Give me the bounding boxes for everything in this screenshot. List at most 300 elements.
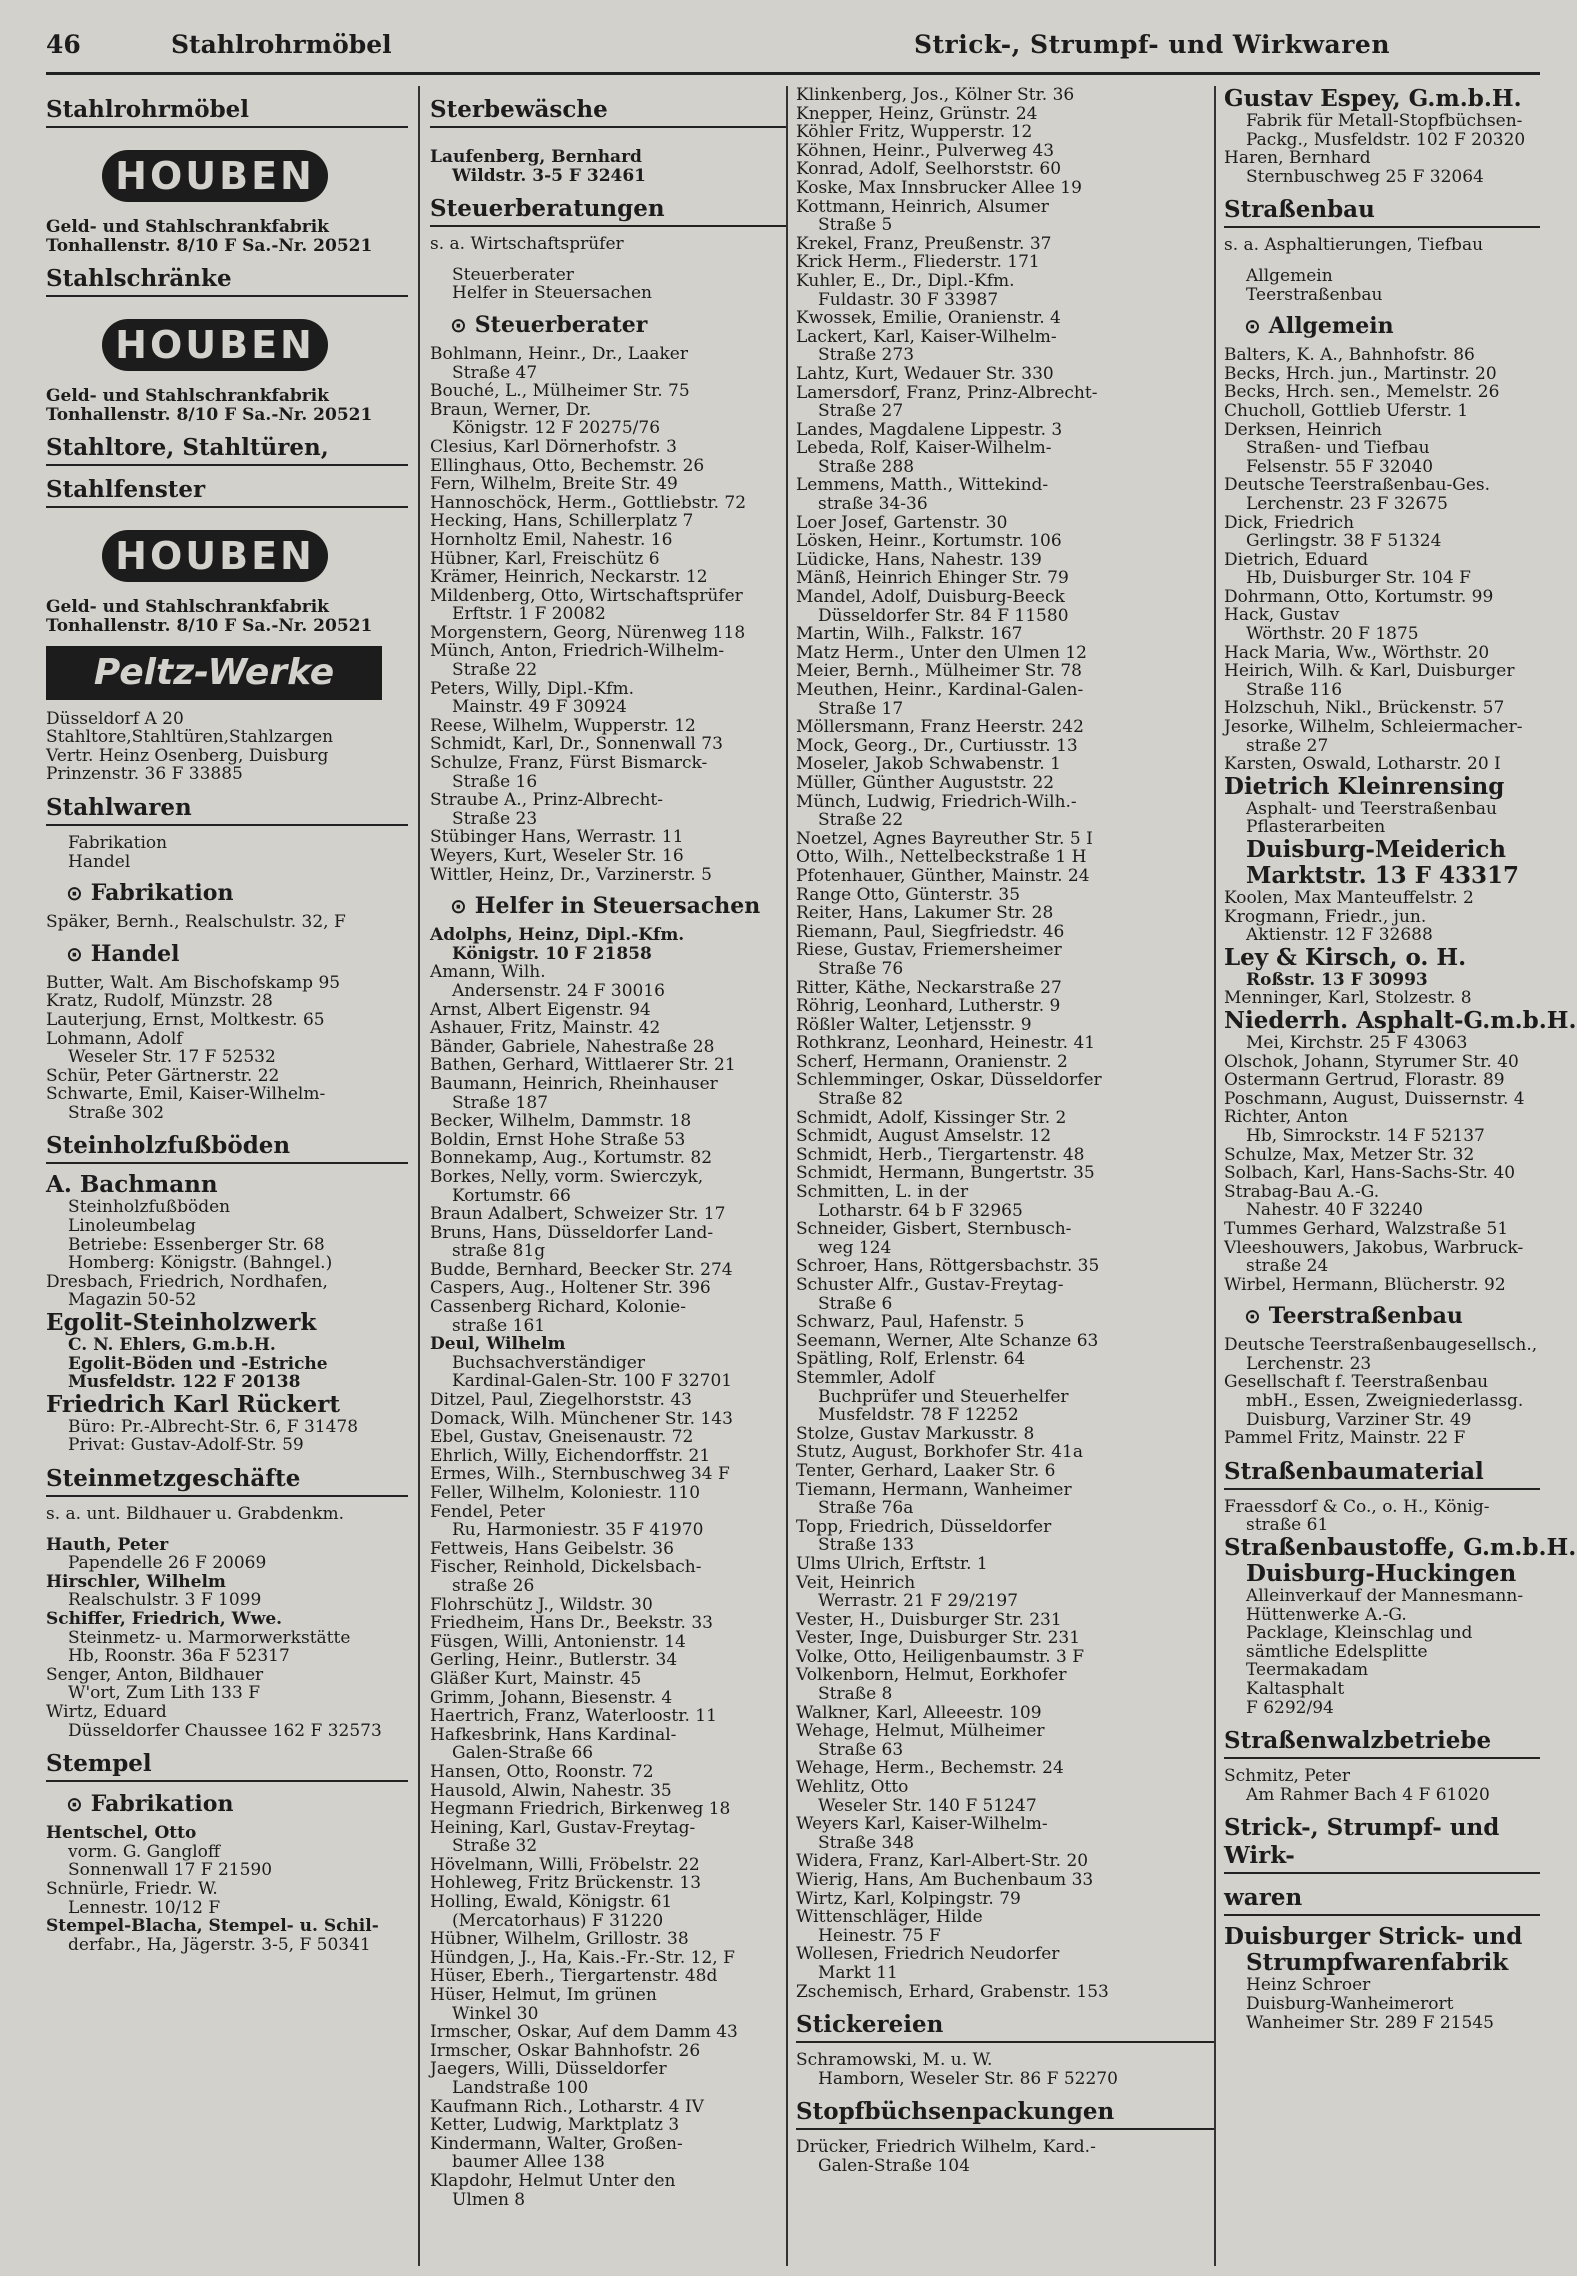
directory-entry-line: Arnst, Albert Eigenstr. 94 [430,999,651,1020]
directory-entry-line: Spätling, Rolf, Erlenstr. 64 [796,1349,1026,1370]
directory-entry-line: Füsgen, Willi, Antonienstr. 14 [430,1631,686,1652]
houben-logo: HOUBEN [102,150,328,202]
directory-entry-line: Stolze, Gustav Markusstr. 8 [796,1423,1035,1444]
directory-entry-line: Dick, Friedrich [1224,512,1355,533]
directory-entry-line: Straße 8 [818,1684,893,1705]
subsection-label: Fabrikation [90,1791,234,1818]
directory-entry-line: Sternbuschweg 25 F 32064 [1246,166,1484,187]
directory-entry-line: Moseler, Jakob Schwabenstr. 1 [796,754,1061,775]
directory-entry-line: Bouché, L., Mülheimer Str. 75 [430,381,690,402]
directory-entry-line: Stübinger Hans, Werrastr. 11 [430,827,684,848]
directory-entry-line: Dohrmann, Otto, Kortumstr. 99 [1224,586,1494,607]
directory-entry-line: Straßen- und Tiefbau [1246,438,1430,459]
directory-entry-line: Scherf, Hermann, Oranienstr. 2 [796,1051,1068,1072]
directory-entry-line: straße 27 [1246,735,1329,756]
directory-entry-line: Duisburg-Huckingen [1246,1560,1517,1588]
directory-entry-line: Buchsachverständiger [452,1352,646,1373]
directory-entry-line: Butter, Walt. Am Bischofskamp 95 [46,972,341,993]
directory-entry-line: Koolen, Max Manteuffelstr. 2 [1224,888,1474,908]
directory-entry-line: Späker, Bernh., Realschulstr. 32, F [46,912,346,933]
directory-entry-line: Senger, Anton, Bildhauer [46,1664,264,1685]
directory-entry-line: Lauterjung, Ernst, Moltkestr. 65 [46,1009,325,1030]
directory-entry-line: Heirich, Wilh. & Karl, Duisburger [1224,661,1515,682]
directory-entry-line: Grimm, Johann, Biesenstr. 4 [430,1687,673,1708]
directory-entry-line: Hüser, Eberh., Tiergartenstr. 48d [430,1966,718,1987]
directory-entry-line: Otto, Wilh., Nettelbeckstraße 1 H [796,847,1087,868]
directory-entry-line: Topp, Friedrich, Düsseldorfer [796,1516,1052,1537]
directory-entry-line: Schneider, Gisbert, Sternbusch- [796,1219,1072,1240]
directory-entry-line: Kindermann, Walter, Großen- [430,2133,683,2154]
directory-entry-line: Schlemminger, Oskar, Düsseldorfer [796,1070,1102,1091]
directory-entry-line: Wildstr. 3-5 F 32461 [452,165,647,186]
directory-entry-line: Ehrlich, Willy, Eichendorffstr. 21 [430,1445,711,1466]
directory-entry-line: Straße 302 [68,1102,165,1123]
directory-entry-line: Derksen, Heinrich [1224,419,1382,440]
subsection-label: Allgemein [1268,313,1394,340]
bullet-icon: ⊙ [66,941,83,966]
directory-entry-line: Drücker, Friedrich Wilhelm, Kard.- [796,2137,1096,2158]
directory-entry-line: Müller, Günther Auguststr. 22 [796,772,1055,793]
directory-entry-line: Straße 273 [818,345,915,366]
directory-entry-line: Wanheimer Str. 289 F 21545 [1246,2012,1494,2033]
directory-entry-line: Stemmler, Adolf [796,1367,935,1388]
directory-entry-line: Straße 76a [818,1498,914,1519]
directory-entry-line: Straße 22 [818,810,904,831]
directory-entry-line: (Mercatorhaus) F 31220 [452,1910,664,1931]
section-heading: Steinmetzgeschäfte [46,1465,408,1497]
directory-entry-line: Mildenberg, Otto, Wirtschaftsprüfer [430,585,743,606]
directory-entry-line: Münch, Ludwig, Friedrich-Wilh.- [796,791,1077,812]
directory-entry-line: Egolit-Steinholzwerk [46,1309,317,1337]
directory-entry-line: Wittenschläger, Hilde [796,1907,983,1928]
directory-entry-line: Hübner, Wilhelm, Grillostr. 38 [430,1929,689,1950]
left-running-title: Stahlrohrmöbel [171,30,392,59]
directory-entry-line: Balters, K. A., Bahnhofstr. 86 [1224,345,1475,366]
directory-entry-line: Magazin 50-52 [68,1290,197,1311]
directory-entry-line: Privat: Gustav-Adolf-Str. 59 [68,1435,304,1456]
subsection-label: Steuerberater [474,311,648,338]
directory-entry-line: Solbach, Karl, Hans-Sachs-Str. 40 [1224,1163,1516,1184]
directory-entry-line: Königstr. 10 F 21858 [452,943,652,964]
directory-entry-line: Pflasterarbeiten [1246,817,1386,838]
directory-entry-line: Erftstr. 1 F 20082 [452,604,606,625]
directory-entry-line: Lahtz, Kurt, Wedauer Str. 330 [796,363,1054,384]
directory-entry-line: Landes, Magdalene Lippestr. 3 [796,419,1063,440]
subsection-label: Helfer in Steuersachen [474,893,761,920]
directory-entry-line: Riese, Gustav, Friemersheimer [796,940,1062,961]
directory-entry-line: Stempel-Blacha, Stempel- u. Schil- [46,1916,379,1937]
directory-entry-line: Kardinal-Galen-Str. 100 F 32701 [452,1371,733,1392]
directory-entry-line: Gerlingstr. 38 F 51324 [1246,531,1442,552]
directory-entry-line: Papendelle 26 F 20069 [68,1553,267,1574]
directory-entry-line: Duisburg-Wanheimerort [1246,1993,1454,2014]
subsection-label: Teerstraßenbau [1268,1303,1463,1330]
directory-entry-line: Lennestr. 10/12 F [68,1897,221,1918]
directory-entry-line: Tonhallenstr. 8/10 F Sa.-Nr. 20521 [46,615,373,636]
directory-entry-line: Allgemein [1246,265,1333,286]
directory-entry-line: Nahestr. 40 F 32240 [1246,1200,1423,1221]
directory-entry-line: Kottmann, Heinrich, Alsumer [796,196,1049,217]
directory-entry-line: Andersenstr. 24 F 30016 [452,980,665,1001]
directory-entry-line: Feller, Wilhelm, Koloniestr. 110 [430,1483,701,1503]
subsection-heading [1244,1302,1540,1330]
directory-entry-line: Büro: Pr.-Albrecht-Str. 6, F 31478 [68,1416,359,1437]
directory-entry-line: Becks, Hrch. sen., Memelstr. 26 [1224,382,1500,403]
directory-entry-line: Strumpfwarenfabrik [1246,1949,1509,1977]
directory-entry-line: Kortumstr. 66 [452,1185,571,1206]
spacer [430,254,786,266]
directory-entry-line: Straße 32 [452,1836,538,1857]
directory-entry-line: Mainstr. 49 F 30924 [452,697,627,718]
directory-entry-line: Lebeda, Rolf, Kaiser-Wilhelm- [796,438,1052,459]
directory-entry-line: Dietrich Kleinrensing [1224,772,1505,800]
section-heading: Stahlrohrmöbel [46,96,408,128]
directory-entry-line: Matz Herm., Unter den Ulmen 12 [796,642,1088,663]
directory-entry-line: Fern, Wilhelm, Breite Str. 49 [430,474,678,495]
directory-entry-line: Walkner, Karl, Alleeestr. 109 [796,1702,1042,1723]
column-3 [786,86,1214,2266]
directory-entry-line: Gläßer Kurt, Mainstr. 45 [430,1668,642,1689]
directory-entry-line: straße 81g [452,1241,546,1262]
directory-entry-line: Hirschler, Wilhelm [46,1571,226,1592]
directory-entry-line: Marktstr. 13 F 43317 [1246,862,1520,889]
directory-entry-line: Tonhallenstr. 8/10 F Sa.-Nr. 20521 [46,235,373,256]
directory-entry-line: Wollesen, Friedrich Neudorfer [796,1944,1060,1965]
section-heading: Straßenbaumaterial [1224,1458,1540,1490]
directory-entry-line: Dresbach, Friedrich, Nordhafen, [46,1271,328,1292]
directory-entry-line: Schmitten, L. in der [796,1182,969,1203]
directory-entry-line: Steinholzfußböden [68,1197,231,1218]
directory-entry-line: Ulmen 8 [452,2189,526,2210]
column-2 [418,86,786,2266]
directory-entry-line: Packlage, Kleinschlag und [1246,1623,1473,1644]
directory-entry-line: Kaufmann Rich., Lotharstr. 4 IV [430,2096,704,2117]
directory-entry-line: Hamborn, Weseler Str. 86 F 52270 [818,2068,1118,2089]
directory-entry-line: Buchprüfer und Steuerhelfer [818,1386,1069,1407]
directory-entry-line: Richter, Anton [1224,1107,1348,1128]
subsection-label: Handel [90,940,180,967]
directory-entry-line: Hentschel, Otto [46,1823,197,1844]
houben-logo: HOUBEN [102,530,328,582]
directory-entry-line: Weseler Str. 140 F 51247 [818,1795,1037,1816]
directory-entry-line: Schnürle, Friedr. W. [46,1878,218,1899]
right-running-title: Strick-, Strumpf- und Wirkwaren [913,30,1390,59]
directory-entry-line: Hohleweg, Fritz Brückenstr. 13 [430,1873,702,1894]
directory-entry-line: baumer Allee 138 [452,2152,605,2173]
subsection-heading [1244,312,1540,340]
directory-entry-line: Straße 27 [818,401,904,422]
directory-entry-line: Felsenstr. 55 F 32040 [1246,456,1434,477]
directory-entry-line: Hündgen, J., Ha, Kais.-Fr.-Str. 12, F [430,1947,735,1968]
directory-entry-line: Lerchenstr. 23 [1246,1353,1372,1374]
directory-entry-line: Konrad, Adolf, Seelhorststr. 60 [796,159,1062,180]
directory-entry-line: Bathen, Gerhard, Wittlaerer Str. 21 [430,1055,736,1076]
directory-entry-line: Baumann, Heinrich, Rheinhauser [430,1073,718,1094]
directory-entry-line: Königstr. 12 F 20275/76 [452,418,661,439]
directory-entry-line: Wehage, Helmut, Mülheimer [796,1721,1045,1742]
directory-entry-line: Schwarte, Emil, Kaiser-Wilhelm- [46,1084,326,1105]
directory-entry-line: Karsten, Oswald, Lotharstr. 20 I [1224,754,1501,775]
directory-entry-line: Widera, Franz, Karl-Albert-Str. 20 [796,1851,1089,1872]
directory-entry-line: Range Otto, Günterstr. 35 [796,884,1021,905]
directory-entry-line: Tummes Gerhard, Walzstraße 51 [1224,1218,1509,1239]
directory-entry-line: vorm. G. Gangloff [68,1841,220,1862]
directory-entry-line: Hb, Duisburger Str. 104 F [1246,568,1471,589]
directory-entry-line: Hb, Roonstr. 36a F 52317 [68,1646,290,1667]
directory-entry-line: Schuster Alfr., Gustav-Freytag- [796,1275,1064,1295]
directory-entry-line: Wirbel, Hermann, Blücherstr. 92 [1224,1274,1506,1295]
directory-entry-line: weg 124 [818,1237,892,1258]
directory-entry-line: Ashauer, Fritz, Mainstr. 42 [430,1018,661,1039]
directory-entry-line: Tonhallenstr. 8/10 F Sa.-Nr. 20521 [46,404,373,425]
subsection-heading [66,879,408,907]
directory-entry-line: Jesorke, Wilhelm, Schleiermacher- [1224,717,1523,738]
directory-entry-line: Straße 6 [818,1293,893,1314]
directory-entry-line: s. a. unt. Bildhauer u. Grabdenkm. [46,1504,345,1524]
directory-entry-line: Reese, Wilhelm, Wupperstr. 12 [430,715,696,736]
directory-entry-line: Becker, Wilhelm, Dammstr. 18 [430,1111,692,1132]
directory-entry-line: Münch, Anton, Friedrich-Wilhelm- [430,641,725,662]
directory-entry-line: Tiemann, Hermann, Wanheimer [796,1479,1072,1500]
directory-entry-line: Noetzel, Agnes Bayreuther Str. 5 I [796,828,1093,849]
directory-entry-line: Fischer, Reinhold, Dickelsbach- [430,1557,702,1578]
directory-entry-line: Braun, Werner, Dr. [430,399,592,420]
bullet-icon: ⊙ [66,881,83,906]
directory-entry-line: Wehlitz, Otto [796,1777,909,1798]
directory-entry-line: Wirtz, Karl, Kolpingstr. 79 [796,1888,1021,1909]
directory-entry-line: Duisburg-Meiderich [1246,836,1507,863]
directory-entry-line: Düsseldorf A 20 [46,708,184,729]
directory-entry-line: sämtliche Edelsplitte [1246,1641,1428,1662]
directory-entry-line: Schroer, Hans, Röttgersbachstr. 35 [796,1256,1100,1277]
section-heading: Steinholzfußböden [46,1132,408,1164]
directory-entry-line: Geld- und Stahlschrankfabrik [46,597,329,618]
directory-entry-line: Homberg: Königstr. (Bahngel.) [68,1253,333,1274]
directory-entry-line: Packg., Musfeldstr. 102 F 20320 [1246,129,1526,150]
directory-entry-line: Lohmann, Adolf [46,1028,183,1049]
directory-entry-line: Werrastr. 21 F 29/2197 [818,1591,1019,1612]
directory-entry-line: Wirtz, Eduard [46,1701,167,1722]
directory-entry-line: Straße 5 [818,215,893,236]
section-heading: Straßenbau [1224,196,1540,228]
directory-entry-line: Deul, Wilhelm [430,1334,566,1355]
directory-entry-line: Klinkenberg, Jos., Kölner Str. 36 [796,85,1075,105]
directory-entry-line: Winkel 30 [452,2003,539,2024]
directory-entry-line: Zschemisch, Erhard, Grabenstr. 153 [796,1981,1109,2002]
directory-entry-line: Gerling, Heinr., Butlerstr. 34 [430,1650,678,1671]
directory-entry-line: Gesellschaft f. Teerstraßenbau [1224,1372,1489,1393]
directory-entry-line: Hecking, Hans, Schillerplatz 7 [430,511,694,532]
directory-entry-line: Mandel, Adolf, Duisburg-Beeck [796,587,1065,608]
directory-entry-line: Hövelmann, Willi, Fröbelstr. 22 [430,1854,700,1875]
directory-entry-line: Budde, Bernhard, Beecker Str. 274 [430,1259,733,1280]
directory-entry-line: Straße 116 [1246,679,1343,700]
directory-entry-line: F 6292/94 [1246,1697,1334,1718]
directory-entry-line: Mock, Georg., Dr., Curtiusstr. 13 [796,735,1078,756]
directory-entry-line: Ketter, Ludwig, Marktplatz 3 [430,2115,680,2136]
spacer [46,1524,408,1536]
directory-entry-line: W'ort, Zum Lith 133 F [68,1683,260,1704]
directory-entry-line: Straße 348 [818,1832,915,1853]
directory-entry-line: Dietrich, Eduard [1224,549,1369,570]
directory-entry-line: Kuhler, E., Dr., Dipl.-Kfm. [796,270,1015,291]
directory-entry-line: straße 24 [1246,1256,1329,1277]
directory-entry-line: Duisburg, Varziner Str. 49 [1246,1409,1472,1430]
directory-entry-line: Asphalt- und Teerstraßenbau [1246,798,1497,819]
directory-entry-line: Knepper, Heinz, Grünstr. 24 [796,103,1038,124]
subsection-heading [450,311,786,339]
peltz-werke-logo: Peltz-Werke [46,646,382,700]
directory-entry-line: Wehage, Herm., Bechemstr. 24 [796,1758,1064,1779]
directory-entry-line: Köhnen, Heinr., Pulverweg 43 [796,140,1055,161]
directory-entry-line: Teerstraßenbau [1246,284,1383,305]
section-heading: waren [1224,1884,1540,1916]
directory-entry-line: Straße 133 [818,1535,915,1556]
directory-entry-line: Schiffer, Friedrich, Wwe. [46,1608,283,1629]
directory-entry-line: Jaegers, Willi, Düsseldorfer [430,2059,667,2080]
directory-entry-line: Heining, Karl, Gustav-Freytag- [430,1817,696,1838]
directory-entry-line: Laufenberg, Bernhard [430,147,642,167]
directory-entry-line: Straube A., Prinz-Albrecht- [430,790,664,811]
directory-entry-line: Duisburger Strick- und [1224,1923,1523,1951]
directory-entry-line: Hausold, Alwin, Nahestr. 35 [430,1780,672,1801]
directory-entry-line: s. a. Wirtschaftsprüfer [430,234,624,255]
directory-entry-line: Prinzenstr. 36 F 33885 [46,764,243,785]
directory-entry-line: Borkes, Nelly, vorm. Swierczyk, [430,1166,704,1187]
bullet-icon: ⊙ [450,312,467,337]
directory-entry-line: Meier, Bernh., Mülheimer Str. 78 [796,661,1082,682]
directory-entry-line: Musfeldstr. 78 F 12252 [818,1405,1019,1426]
section-heading: Stahlwaren [46,794,408,826]
directory-entry-line: straße 26 [452,1575,535,1596]
subsection-heading [450,892,786,920]
directory-entry-line: Ermes, Wilh., Sternbuschweg 34 F [430,1464,730,1485]
directory-entry-line: Lerchenstr. 23 F 32675 [1246,493,1448,514]
subsection-label: Fabrikation [90,880,234,907]
directory-entry-line: Lüdicke, Hans, Nahestr. 139 [796,549,1042,570]
directory-entry-line: Clesius, Karl Dörnerhofstr. 3 [430,436,677,457]
page-number: 46 [46,30,81,59]
section-heading: Sterbewäsche [430,96,786,128]
directory-entry-line: Haren, Bernhard [1224,148,1371,169]
directory-entry-line: Teermakadam [1246,1660,1369,1681]
directory-entry-line: Lotharstr. 64 b F 32965 [818,1200,1023,1221]
directory-entry-line: Straße 47 [452,362,538,383]
directory-entry-line: Fuldastr. 30 F 33987 [818,289,999,310]
directory-entry-line: Geld- und Stahlschrankfabrik [46,217,329,237]
directory-entry-line: Cassenberg Richard, Kolonie- [430,1297,686,1318]
directory-entry-line: Heinestr. 75 F [818,1925,941,1946]
directory-entry-line: Straße 22 [452,660,538,681]
directory-entry-line: Weyers Karl, Kaiser-Wilhelm- [796,1814,1048,1835]
directory-entry-line: Lemmens, Matth., Wittekind- [796,475,1049,496]
directory-entry-line: Vester, H., Duisburger Str. 231 [796,1609,1062,1630]
directory-entry-line: Straße 187 [452,1092,549,1113]
directory-entry-line: Lamersdorf, Franz, Prinz-Albrecht- [796,382,1098,403]
directory-entry-line: Wierig, Hans, Am Buchenbaum 33 [796,1870,1094,1890]
directory-entry-line: Weseler Str. 17 F 52532 [68,1047,276,1068]
section-heading: Stahltore, Stahltüren, [46,434,408,466]
section-heading: Strick-, Strumpf- und Wirk- [1224,1814,1540,1874]
directory-entry-line: Schür, Peter Gärtnerstr. 22 [46,1065,280,1086]
directory-entry-line: Fendel, Peter [430,1501,545,1522]
directory-entry-line: Kaltasphalt [1246,1679,1345,1699]
directory-entry-line: Hafkesbrink, Hans Kardinal- [430,1724,677,1745]
header-rule [46,72,1540,75]
directory-entry-line: Hüser, Helmut, Im grünen [430,1985,657,2006]
directory-entry-line: Schramowski, M. u. W. [796,2050,993,2071]
directory-entry-line: Wörthstr. 20 F 1875 [1246,624,1419,645]
directory-entry-line: Straße 288 [818,456,915,477]
directory-entry-line: Düsseldorfer Str. 84 F 11580 [818,605,1069,626]
directory-entry-line: Schmidt, August Amselstr. 12 [796,1126,1052,1147]
directory-entry-line: Hack, Gustav [1224,605,1340,626]
directory-entry-line: Krogmann, Friedr., jun. [1224,906,1427,927]
directory-entry-line: straße 61 [1246,1515,1329,1536]
directory-entry-line: Ellinghaus, Otto, Bechemstr. 26 [430,455,705,476]
directory-entry-line: Stahltore,Stahltüren,Stahlzargen [46,727,334,748]
directory-entry-line: Irmscher, Oskar Bahnhofstr. 26 [430,2040,701,2061]
directory-entry-line: Friedheim, Hans Dr., Beekstr. 33 [430,1613,713,1634]
directory-entry-line: Volke, Otto, Heiligenbaumstr. 3 F [796,1646,1085,1667]
directory-entry-line: Handel [68,851,131,872]
bullet-icon: ⊙ [1244,1304,1261,1329]
directory-entry-line: Rothkranz, Leonhard, Heinestr. 41 [796,1033,1096,1054]
directory-entry-line: Ritter, Käthe, Neckarstraße 27 [796,977,1062,998]
directory-entry-line: Galen-Straße 104 [818,2155,970,2176]
directory-entry-line: Wittler, Heinz, Dr., Varzinerstr. 5 [430,864,712,885]
directory-entry-line: Boldin, Ernst Hohe Straße 53 [430,1129,686,1150]
directory-entry-line: Kratz, Rudolf, Münzstr. 28 [46,991,273,1012]
section-heading: Stempel [46,1750,408,1782]
directory-entry-line: Hansen, Otto, Roonstr. 72 [430,1761,654,1782]
directory-entry-line: Alleinverkauf der Mannesmann- [1246,1586,1524,1607]
column-4 [1214,85,1577,2266]
directory-entry-line: Schmidt, Hermann, Bungertstr. 35 [796,1163,1095,1184]
directory-entry-line: Pfotenhauer, Günther, Mainstr. 24 [796,865,1090,886]
column-1 [46,86,408,2266]
directory-entry-line: Klapdohr, Helmut Unter den [430,2170,676,2191]
directory-entry-line: Schulze, Max, Metzer Str. 32 [1224,1144,1475,1165]
directory-entry-line: Morgenstern, Georg, Nürenweg 118 [430,622,746,643]
directory-entry-line: Irmscher, Oskar, Auf dem Damm 43 [430,2022,738,2043]
directory-entry-line: Vertr. Heinz Osenberg, Duisburg [46,745,329,766]
directory-entry-line: Krämer, Heinrich, Neckarstr. 12 [430,567,708,588]
directory-entry-line: Gustav Espey, G.m.b.H. [1224,85,1522,112]
directory-entry-line: Lackert, Karl, Kaiser-Wilhelm- [796,326,1057,347]
directory-entry-line: Loer Josef, Gartenstr. 30 [796,512,1008,533]
houben-logo: HOUBEN [102,319,328,371]
directory-entry-line: Mänß, Heinrich Ehinger Str. 79 [796,568,1069,589]
directory-entry-line: Galen-Straße 66 [452,1743,594,1764]
directory-entry-line: Reiter, Hans, Lakumer Str. 28 [796,903,1054,924]
directory-entry-line: Köhler Fritz, Wupperstr. 12 [796,122,1033,143]
directory-entry-line: Holzschuh, Nikl., Brückenstr. 57 [1224,698,1505,719]
directory-entry-line: Hack Maria, Ww., Wörthstr. 20 [1224,642,1490,663]
directory-entry-line: Koske, Max Innsbrucker Allee 19 [796,177,1082,198]
directory-entry-line: Bänder, Gabriele, Nahestraße 28 [430,1036,715,1057]
bullet-icon: ⊙ [66,1792,83,1817]
directory-entry-line: Riemann, Paul, Siegfriedstr. 46 [796,921,1065,942]
directory-entry-line: Deutsche Teerstraßenbaugesellsch., [1224,1335,1538,1356]
directory-entry-line: Schulze, Franz, Fürst Bismarck- [430,753,708,774]
directory-entry-line: Linoleumbelag [68,1216,196,1237]
directory-entry-line: straße 161 [452,1315,546,1336]
directory-entry-line: Straße 63 [818,1739,904,1760]
directory-entry-line: Düsseldorfer Chaussee 162 F 32573 [68,1720,382,1741]
section-heading: Stahlschränke [46,265,408,297]
directory-entry-line: Ebel, Gustav, Gneisenaustr. 72 [430,1427,694,1448]
